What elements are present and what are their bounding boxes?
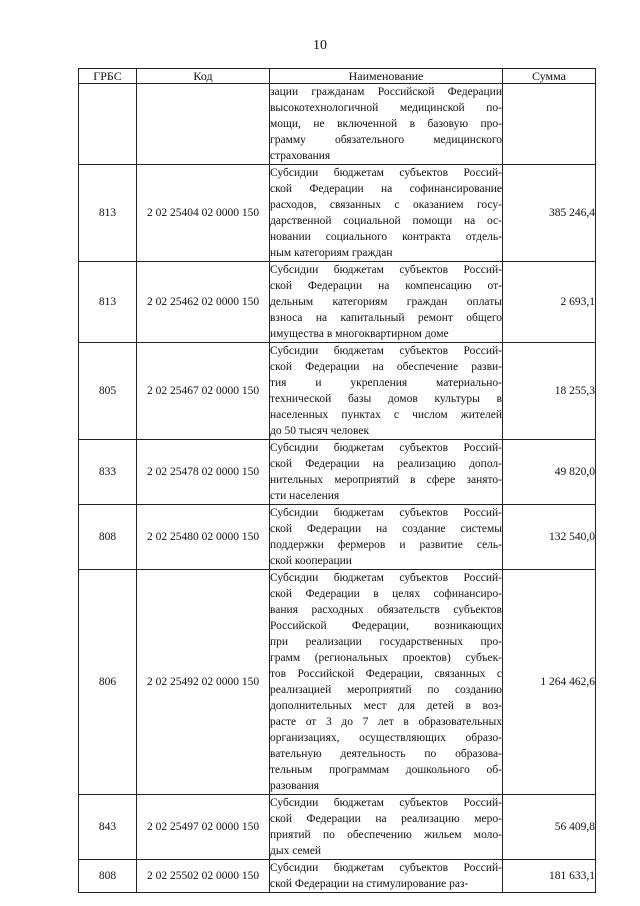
name-line: ской Федерации на софинансирование: [270, 183, 502, 195]
cell-code: 2 02 25404 02 0000 150: [137, 165, 270, 262]
cell-code: 2 02 25497 02 0000 150: [137, 795, 270, 860]
table-row: [79, 570, 596, 795]
name-line: высокотехнологичной медицинской по-: [270, 102, 502, 114]
table-row: [79, 860, 596, 893]
cell-code: 2 02 25492 02 0000 150: [137, 570, 270, 795]
table-header-row: [79, 69, 596, 84]
name-line: мощи, не включенной в базовую про-: [270, 118, 502, 130]
cell-name: [270, 343, 503, 440]
cell-sum: 132 540,0: [503, 505, 596, 570]
cell-grbs: 833: [79, 440, 137, 505]
name-line: ской Федерации на обеспечение разви-: [270, 361, 502, 373]
cell-name: [270, 84, 503, 165]
cell-sum: 181 633,1: [503, 860, 596, 893]
budget-table: [78, 68, 596, 893]
name-line: ской Федерации на компенсацию от-: [270, 280, 502, 292]
name-line: новании социального контракта отдель-: [270, 231, 502, 243]
name-line: вания расходных обязательств субъектов: [270, 604, 502, 616]
cell-name: [270, 440, 503, 505]
name-line: дых семей: [270, 845, 322, 857]
name-line: ской Федерации на стимулирование раз-: [270, 878, 469, 890]
name-line: дельным категориям граждан оплаты: [270, 296, 502, 308]
name-line: ской кооперации: [270, 555, 352, 567]
name-line: нительных мероприятий в сфере занято-: [270, 474, 502, 486]
table-row: [79, 505, 596, 570]
cell-sum: 385 246,4: [503, 165, 596, 262]
cell-sum: [503, 84, 596, 165]
name-line: реализацией мероприятий по созданию: [270, 684, 502, 696]
name-line: ным категориям граждан: [270, 247, 393, 259]
name-line: Субсидии бюджетам субъектов Россий-: [270, 572, 502, 584]
name-line: Субсидии бюджетам субъектов Россий-: [270, 507, 502, 519]
cell-grbs: 843: [79, 795, 137, 860]
name-line: Российской Федерации, возникающих: [270, 620, 502, 632]
name-line: Субсидии бюджетам субъектов Россий-: [270, 797, 502, 809]
page-number: 10: [313, 38, 327, 53]
name-line: ской Федерации на создание системы: [270, 523, 502, 535]
table-row: [79, 165, 596, 262]
name-line: населенных пунктах с числом жителей: [270, 409, 502, 421]
name-line: ской Федерации в целях софинансиро-: [270, 588, 502, 600]
name-line: Субсидии бюджетам субъектов Россий-: [270, 345, 502, 357]
name-line: Субсидии бюджетам субъектов Россий-: [270, 862, 502, 874]
cell-sum: 2 693,1: [503, 262, 596, 343]
cell-name: [270, 570, 503, 795]
cell-code: 2 02 25502 02 0000 150: [137, 860, 270, 893]
name-line: ской Федерации на реализацию меро-: [270, 813, 502, 825]
table-row: [79, 795, 596, 860]
cell-name: [270, 165, 503, 262]
name-line: расходов, связанных с оказанием госу-: [270, 199, 502, 211]
cell-code: 2 02 25478 02 0000 150: [137, 440, 270, 505]
name-line: организациях, осуществляющих образо-: [270, 732, 502, 744]
cell-grbs: 806: [79, 570, 137, 795]
name-line: Субсидии бюджетам субъектов Россий-: [270, 167, 502, 179]
name-line: грамм (региональных проектов) субъек-: [270, 652, 502, 664]
name-line: страхования: [270, 150, 331, 162]
header-grbs: ГРБС: [79, 69, 137, 84]
cell-grbs: 808: [79, 505, 137, 570]
name-line: до 50 тысяч человек: [270, 425, 370, 437]
name-line: тельным программам дошкольного об-: [270, 764, 502, 776]
name-line: взноса на капитальный ремонт общего: [270, 312, 502, 324]
name-line: ской Федерации на реализацию допол-: [270, 458, 502, 470]
name-line: Субсидии бюджетам субъектов Россий-: [270, 442, 502, 454]
cell-code: 2 02 25467 02 0000 150: [137, 343, 270, 440]
name-line: технической базы домов культуры в: [270, 393, 502, 405]
name-line: тия и укрепления материально-: [270, 377, 502, 389]
table-body: [79, 84, 596, 893]
cell-sum: 1 264 462,6: [503, 570, 596, 795]
cell-name: [270, 505, 503, 570]
name-line: поддержки фермеров и развитие сель-: [270, 539, 502, 551]
cell-grbs: 813: [79, 165, 137, 262]
name-line: расте от 3 до 7 лет в образовательных: [270, 716, 502, 728]
cell-name: [270, 860, 503, 893]
table-row: [79, 440, 596, 505]
cell-sum: 56 409,8: [503, 795, 596, 860]
header-sum: Сумма: [503, 69, 596, 84]
table-row: [79, 262, 596, 343]
cell-code: [137, 84, 270, 165]
table-row: [79, 84, 596, 165]
cell-code: 2 02 25480 02 0000 150: [137, 505, 270, 570]
cell-code: 2 02 25462 02 0000 150: [137, 262, 270, 343]
cell-sum: 18 255,3: [503, 343, 596, 440]
name-line: разования: [270, 780, 320, 792]
name-line: имущества в многоквартирном доме: [270, 328, 449, 340]
cell-name: [270, 262, 503, 343]
cell-sum: 49 820,0: [503, 440, 596, 505]
cell-grbs: 805: [79, 343, 137, 440]
name-line: при реализации государственных про-: [270, 636, 502, 648]
header-code: Код: [137, 69, 270, 84]
cell-grbs: [79, 84, 137, 165]
table-row: [79, 343, 596, 440]
header-name: Наименование: [270, 69, 503, 84]
name-line: Субсидии бюджетам субъектов Россий-: [270, 264, 502, 276]
name-line: зации гражданам Российской Федерации: [270, 86, 502, 98]
name-line: тов Российской Федерации, связанных с: [270, 668, 502, 680]
cell-name: [270, 795, 503, 860]
cell-grbs: 808: [79, 860, 137, 893]
cell-grbs: 813: [79, 262, 137, 343]
name-line: дополнительных мест для детей в воз-: [270, 700, 502, 712]
name-line: дарственной социальной помощи на ос-: [270, 215, 502, 227]
name-line: приятий по обеспечению жильем моло-: [270, 829, 502, 841]
name-line: сти населения: [270, 490, 340, 502]
name-line: вательную деятельность по образова-: [270, 748, 502, 760]
name-line: грамму обязательного медицинского: [270, 134, 502, 146]
